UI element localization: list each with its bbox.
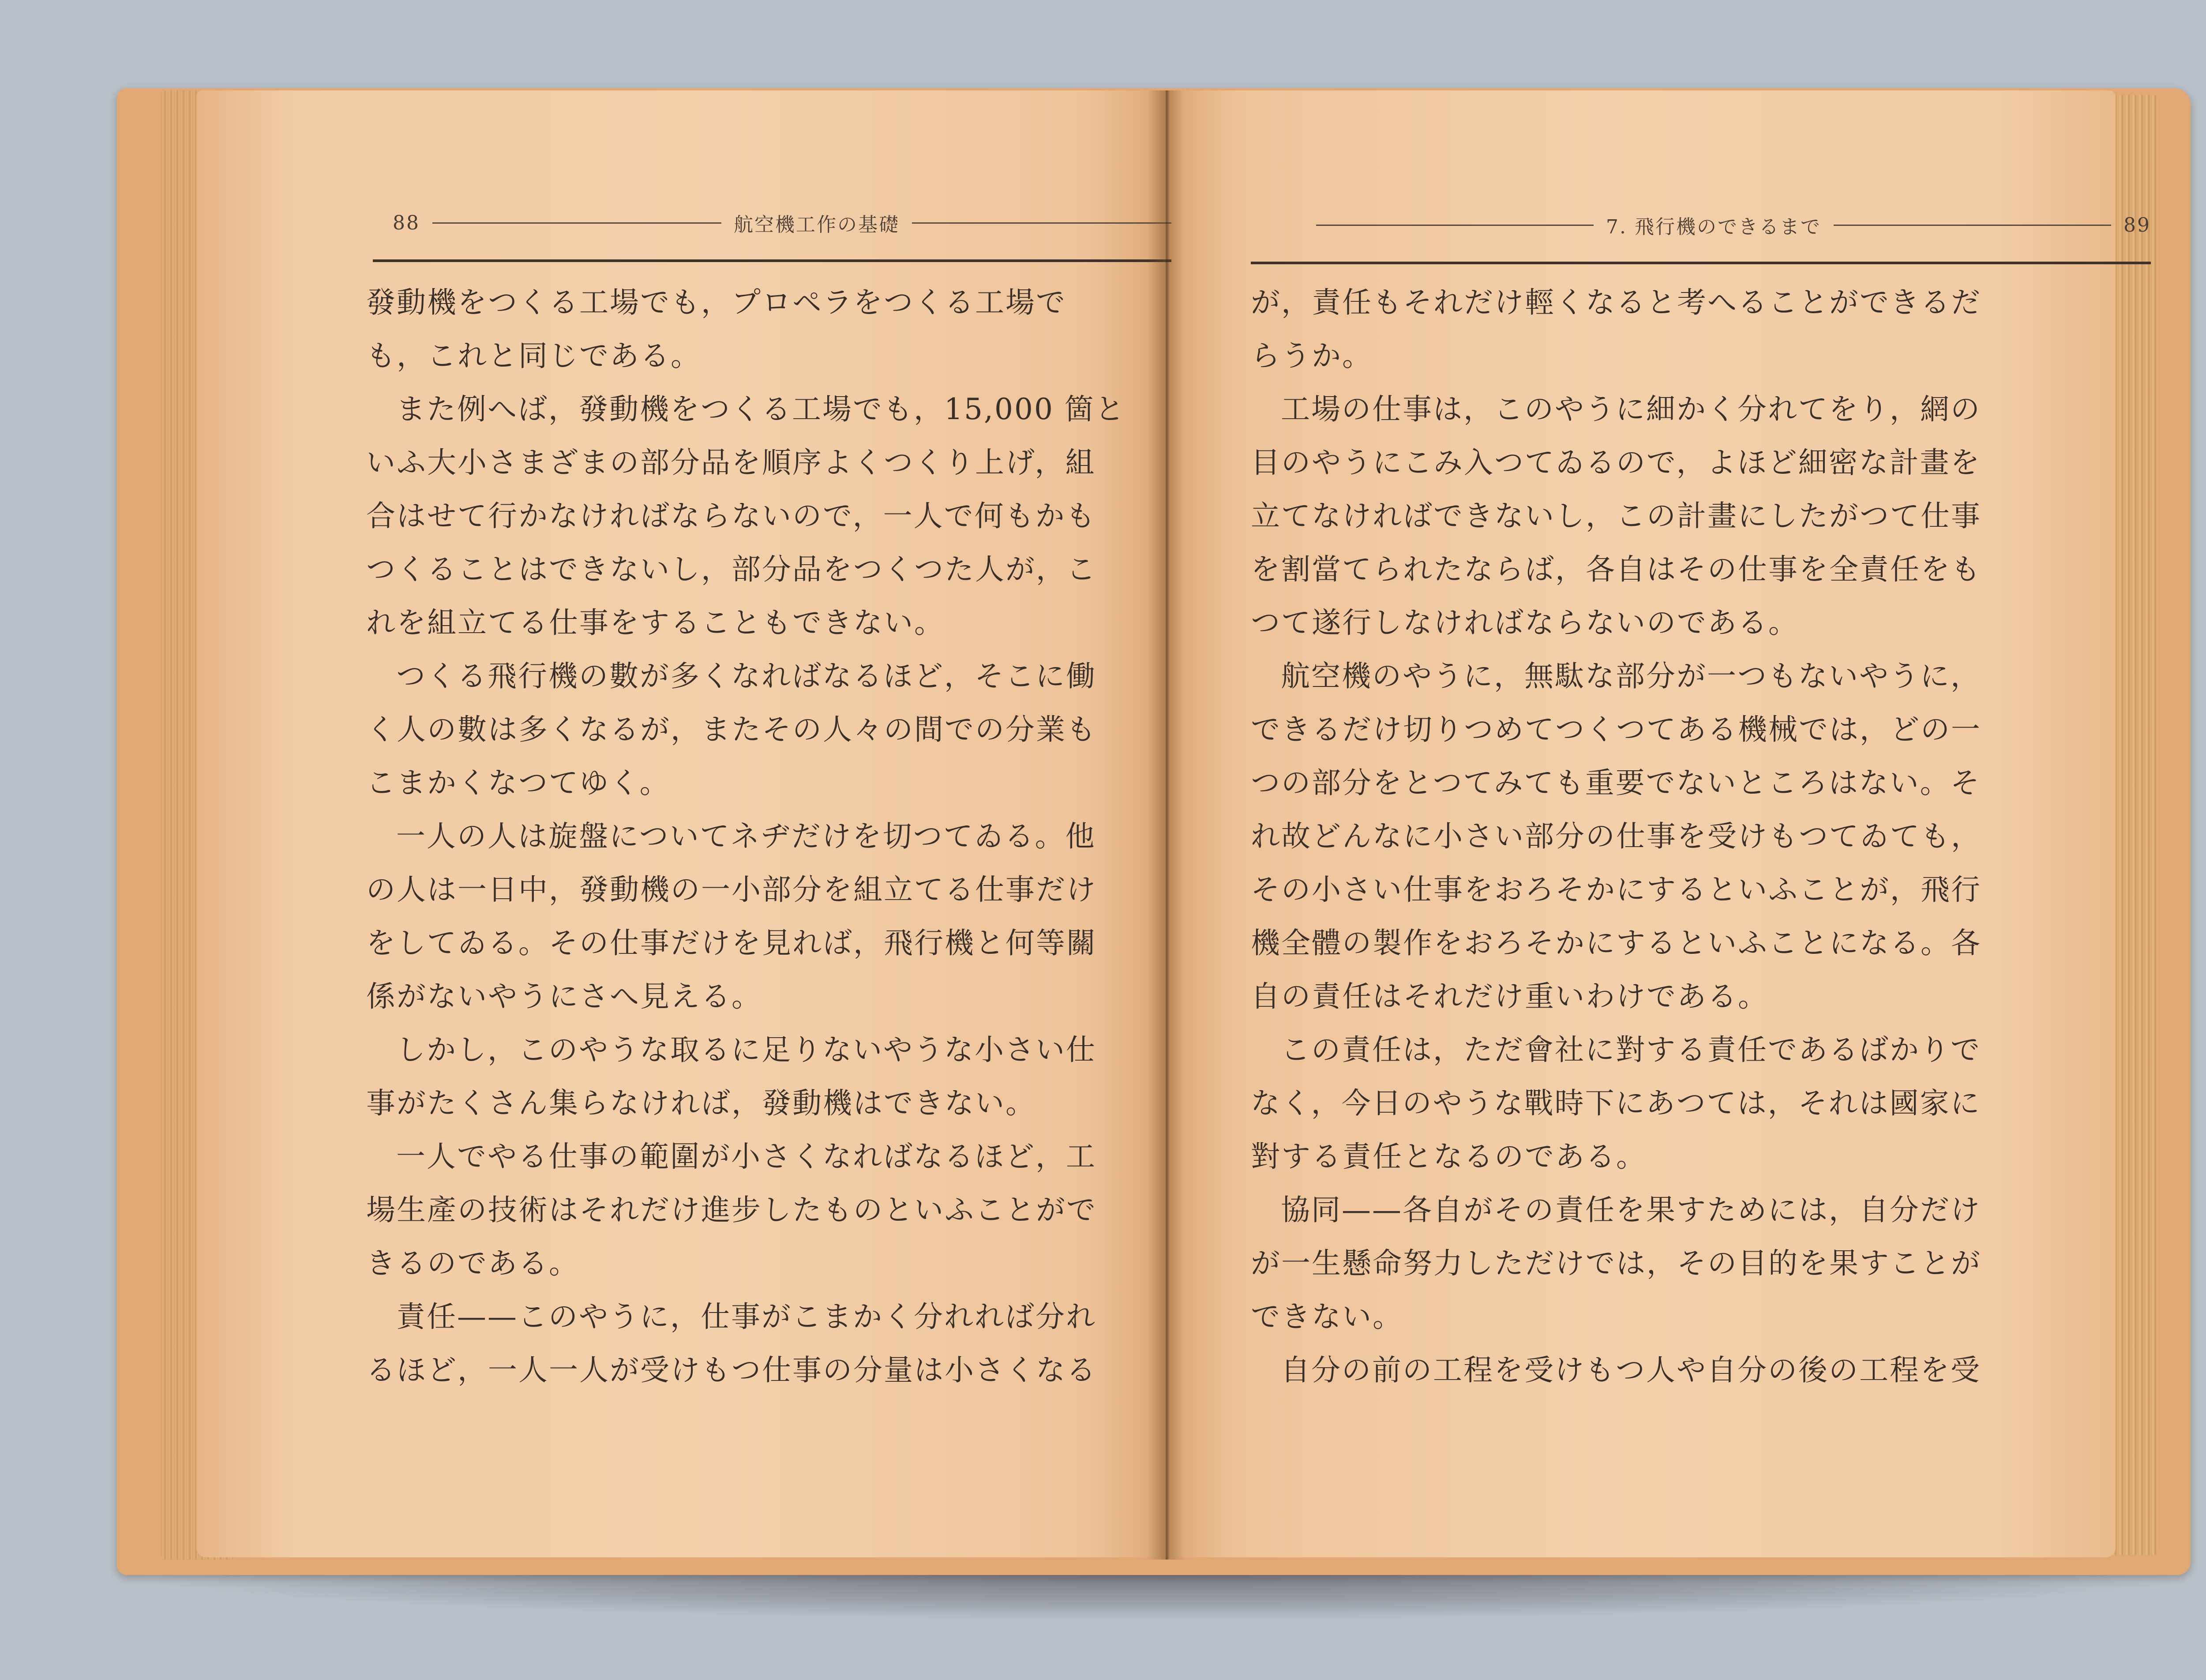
text-line: 自の責任はそれだけ重いわけである。 bbox=[1251, 979, 1768, 1013]
text-line: 機全體の製作をおろそかにするといふことになる。各 bbox=[1251, 926, 1981, 960]
text-line: 協同——各自がその責任を果すためには，自分だけ bbox=[1281, 1193, 1981, 1227]
left-running-head: 航空機工作の基礎 bbox=[734, 214, 900, 236]
text-line: 發動機をつくる工場でも，プロペラをつくる工場で bbox=[366, 285, 1066, 319]
right-page bbox=[1171, 90, 2151, 1557]
text-line: その小さい仕事をおろそかにするといふことが，飛行 bbox=[1251, 873, 1981, 907]
book-gutter bbox=[1147, 90, 1185, 1560]
text-line: こまかくなつてゆく。 bbox=[366, 766, 670, 800]
header-rule bbox=[1834, 225, 2111, 226]
text-line: なく，今日のやうな戰時下にあつては，それは國家に bbox=[1251, 1086, 1981, 1120]
text-line: つて遂行しなければならないのである。 bbox=[1251, 606, 1799, 640]
text-line: 場生產の技術はそれだけ進步したものといふことがで bbox=[366, 1193, 1097, 1227]
left-page bbox=[196, 90, 1163, 1557]
text-line: を割當てられたならば，各自はその仕事を全責任をも bbox=[1251, 552, 1981, 586]
text-line: の人は一日中，發動機の一小部分を組立てる仕事だけ bbox=[366, 873, 1097, 907]
text-line: らうか。 bbox=[1251, 339, 1373, 373]
text-line: れ故どんなに小さい部分の仕事を受けもつてゐても， bbox=[1251, 819, 1981, 853]
text-line: 立てなければできないし，この計畫にしたがつて仕事 bbox=[1251, 499, 1981, 533]
text-line: 事がたくさん集らなければ，發動機はできない。 bbox=[366, 1086, 1036, 1120]
right-running-head: 7. 飛行機のできるまで bbox=[1606, 216, 1821, 238]
text-line: この責任は，ただ會社に對する責任であるばかりで bbox=[1281, 1033, 1981, 1067]
text-line: も，これと同じである。 bbox=[366, 339, 701, 373]
right-header-underline bbox=[1251, 262, 2151, 264]
left-header-underline bbox=[373, 259, 1253, 262]
left-body-text bbox=[366, 276, 1266, 1397]
text-line: つくることはできないし，部分品をつくつた人が，こ bbox=[366, 552, 1097, 586]
text-line: 係がないやうにさへ見える。 bbox=[366, 979, 762, 1013]
text-line: 自分の前の工程を受けもつ人や自分の後の工程を受 bbox=[1281, 1353, 1981, 1387]
text-line: 一人でやる仕事の範圍が小さくなればなるほど，工 bbox=[396, 1140, 1096, 1174]
text-line: 一人の人は旋盤についてネヂだけを切つてゐる。他 bbox=[396, 819, 1096, 853]
text-line: 航空機のやうに，無駄な部分が一つもないやうに， bbox=[1281, 659, 1981, 693]
text-line: また例へば，發動機をつくる工場でも，15,000 箇と bbox=[396, 392, 1126, 426]
text-line: 責任——このやうに，仕事がこまかく分れれば分れ bbox=[396, 1300, 1096, 1334]
text-line: 對する責任となるのである。 bbox=[1251, 1140, 1647, 1174]
text-line: が一生懸命努力しただけでは，その目的を果すことが bbox=[1251, 1246, 1981, 1280]
text-line: れを組立てる仕事をすることもできない。 bbox=[366, 606, 945, 640]
text-line: できるだけ切りつめてつくつてある機械では，どの一 bbox=[1251, 712, 1981, 746]
text-line: るほど，一人一人が受けもつ仕事の分量は小さくなる bbox=[366, 1353, 1097, 1387]
right-page-number: 89 bbox=[2123, 214, 2151, 236]
text-line: いふ大小さまざまの部分品を順序よくつくり上げ，組 bbox=[366, 446, 1096, 480]
text-line: つくる飛行機の數が多くなればなるほど，そこに働 bbox=[396, 659, 1096, 693]
right-body-text bbox=[1251, 276, 2151, 1397]
right-running-header bbox=[1304, 212, 2151, 238]
text-line: 目のやうにこみ入つてゐるので，よほど細密な計畫を bbox=[1251, 446, 1981, 480]
left-running-header bbox=[393, 210, 1213, 236]
text-line: つの部分をとつてみても重要でないところはない。そ bbox=[1251, 766, 1981, 800]
text-line: 工場の仕事は，このやうに細かく分れてをり，網の bbox=[1281, 392, 1981, 426]
text-line: 合はせて行かなければならないので，一人で何もかも bbox=[366, 499, 1096, 533]
header-rule bbox=[1316, 225, 1594, 226]
left-page-number: 88 bbox=[393, 211, 420, 234]
header-rule bbox=[432, 222, 721, 224]
text-line: をしてゐる。その仕事だけを見れば，飛行機と何等關 bbox=[366, 926, 1097, 960]
text-line: できない。 bbox=[1251, 1300, 1403, 1334]
text-line: く人の數は多くなるが，またその人々の間での分業も bbox=[366, 712, 1097, 746]
text-line: が，責任もそれだけ輕くなると考へることができるだ bbox=[1251, 285, 1981, 319]
text-line: しかし，このやうな取るに足りないやうな小さい仕 bbox=[396, 1033, 1096, 1067]
text-line: きるのである。 bbox=[366, 1246, 579, 1280]
